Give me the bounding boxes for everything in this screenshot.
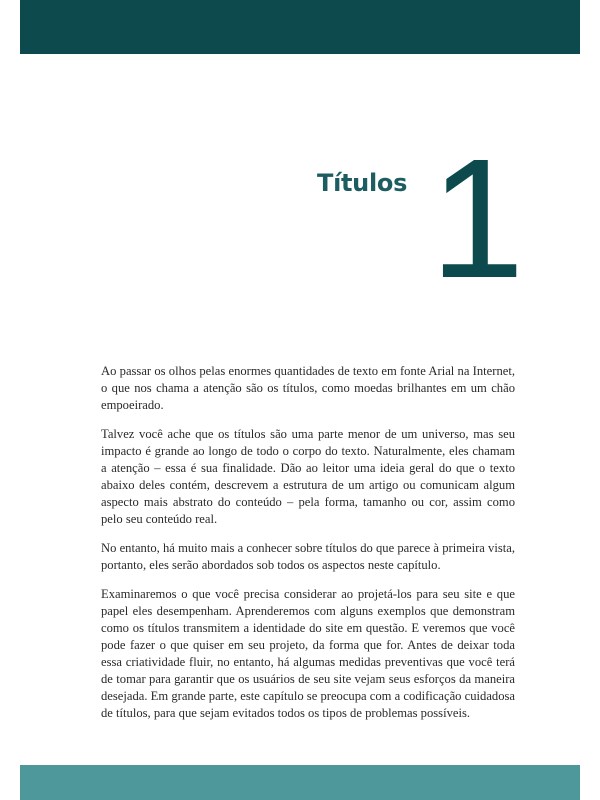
chapter-body (101, 363, 515, 734)
top-header-bar (20, 0, 580, 54)
paragraph-2: Talvez você ache que os títulos são uma parte menor de um universo, mas seu impacto é grande ao longo de todo o corpo do texto. Naturalmente, eles chamam a atenção – essa é sua finalidade. Dão ao leitor uma ideia geral do que o texto abaixo deles contém, descrevem a estrutura de um artigo ou comunicam algum aspecto mais abstrato do conteúdo – pela forma, tamanho ou cor, assim como pelo seu conteúdo real. (101, 427, 515, 526)
paragraph-4: Examinaremos o que você precisa considerar ao projetá-los para seu site e que papel eles desempenham. Aprenderemos com alguns exemplos que demonstram como os títulos transmitem a identidade do site em questão. E veremos que você pode fazer o que quiser em seu projeto, da forma que for. Antes de deixar toda essa criatividade fluir, no entanto, há algumas medidas preventivas que você terá de tomar para garantir que os usuários de seu site vejam seus esforços da maneira desejada. Em grande parte, este capítulo se preocupa com a codificação cuidadosa de títulos, para que sejam evitados todos os tipos de problemas possíveis. (101, 587, 515, 720)
bottom-footer-bar (20, 765, 580, 800)
paragraph-1: Ao passar os olhos pelas enormes quantidades de texto em fonte Arial na Internet, o que nos chama a atenção são os títulos, como moedas brilhantes em um chão empoeirado. (101, 364, 515, 412)
paragraph-3: No entanto, há muito mais a conhecer sobre títulos do que parece à primeira vista, portanto, eles serão abordados sob todos os aspectos neste capítulo. (101, 541, 515, 572)
chapter-title: Títulos (317, 169, 408, 197)
chapter-number: 1 (430, 124, 519, 314)
